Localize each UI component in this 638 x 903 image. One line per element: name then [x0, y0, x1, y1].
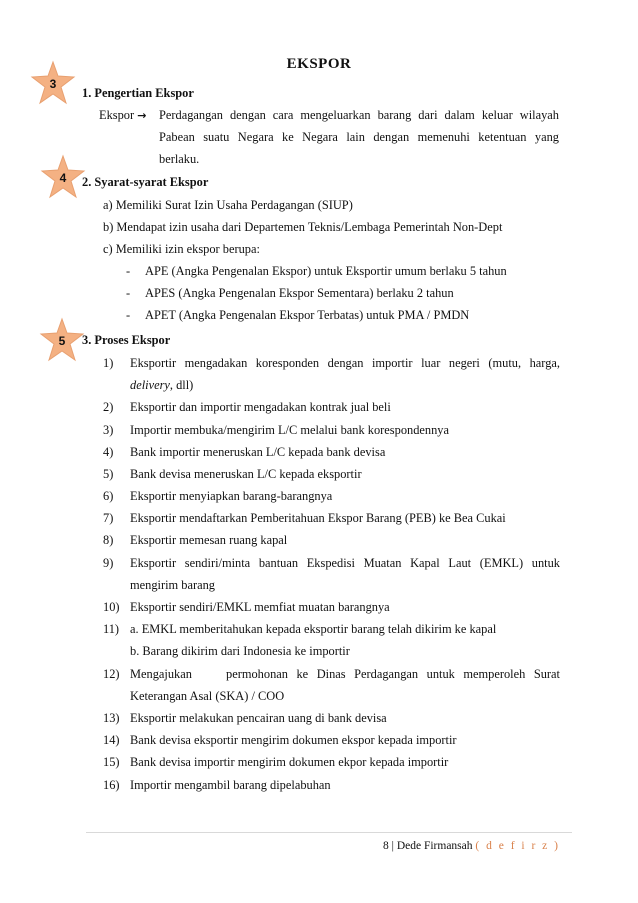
step-14: Bank devisa eksportir mengirim dokumen ekspor kepada importir — [130, 733, 457, 747]
footer-author: Dede Firmansah — [396, 840, 473, 852]
section-3-heading: 3. Proses Ekspor — [82, 333, 171, 347]
step-1-italic-term: delivery — [130, 378, 170, 392]
step-number: 15) — [103, 755, 120, 769]
badge-4-label: 4 — [59, 171, 67, 185]
sub-item-dash: - — [126, 286, 131, 300]
step-7: Eksportir mendaftarkan Pemberitahuan Ekspor Barang (PEB) ke Bea Cukai — [130, 511, 506, 525]
step-11-b: b. Barang dikirim dari Indonesia ke importir — [130, 644, 350, 658]
step-9-line-1: Eksportir sendiri/minta bantuan Ekspedisi Muatan Kapal Laut (EMKL) untuk — [130, 556, 560, 570]
ekspor-term — [99, 108, 146, 123]
section-1-heading: 1. Pengertian Ekspor — [82, 86, 194, 100]
step-16: Importir mengambil barang dipelabuhan — [130, 778, 331, 792]
step-number: 14) — [103, 733, 120, 747]
badge-5-star-icon — [39, 317, 85, 363]
page-footer — [383, 840, 560, 852]
step-number: 10) — [103, 600, 120, 614]
step-1-line-1: Eksportir mengadakan koresponden dengan importir luar negeri (mutu, harga, — [130, 356, 560, 370]
step-number: 7) — [103, 511, 114, 525]
step-6: Eksportir menyiapkan barang-barangnya — [130, 489, 333, 503]
step-number: 5) — [103, 467, 114, 481]
step-12-line-2: Keterangan Asal (SKA) / COO — [130, 689, 285, 703]
page-number: 8 — [383, 840, 389, 852]
step-number: 8) — [103, 533, 114, 547]
step-11-a: a. EMKL memberitahukan kepada eksportir barang telah dikirim ke kapal — [130, 622, 497, 636]
footer-divider — [86, 832, 572, 833]
requirement-c: c) Memiliki izin ekspor berupa: — [103, 242, 260, 256]
badge-3-star-icon — [30, 60, 76, 106]
step-15: Bank devisa importir mengirim dokumen ekpor kepada importir — [130, 755, 449, 769]
step-12-line-1: Mengajukan permohonan ke Dinas Perdagangan untuk memperoleh Surat — [130, 667, 560, 681]
step-10: Eksportir sendiri/EMKL memfiat muatan barangnya — [130, 600, 390, 614]
step-4: Bank importir meneruskan L/C kepada bank devisa — [130, 445, 386, 459]
step-number: 16) — [103, 778, 120, 792]
footer-separator: | — [391, 840, 394, 852]
section-2-heading: 2. Syarat-syarat Ekspor — [82, 175, 209, 189]
badge-5-label: 5 — [58, 334, 66, 348]
definition-line-1: Perdagangan dengan cara mengeluarkan barang dari dalam keluar wilayah — [159, 108, 559, 122]
step-number: 2) — [103, 400, 114, 414]
requirement-a: a) Memiliki Surat Izin Usaha Perdagangan (SIUP) — [103, 198, 353, 212]
step-number: 3) — [103, 423, 114, 437]
step-1-line-2-rest: , dll) — [169, 378, 194, 392]
badge-4-star-icon — [40, 154, 86, 200]
step-13: Eksportir melakukan pencairan uang di bank devisa — [130, 711, 387, 725]
badge-3-label: 3 — [49, 77, 57, 91]
sub-item-apet: APET (Angka Pengenalan Ekspor Terbatas) untuk PMA / PMDN — [145, 308, 470, 322]
ekspor-term-label: Ekspor — [99, 108, 135, 122]
step-8: Eksportir memesan ruang kapal — [130, 533, 288, 547]
step-number: 6) — [103, 489, 114, 503]
step-3: Importir membuka/mengirim L/C melalui bank korespondennya — [130, 423, 449, 437]
step-number: 11) — [103, 622, 120, 636]
sub-item-apes: APES (Angka Pengenalan Ekspor Sementara) berlaku 2 tahun — [145, 286, 454, 300]
step-number: 9) — [103, 556, 114, 570]
page-title: EKSPOR — [286, 56, 352, 72]
step-number: 13) — [103, 711, 120, 725]
sub-item-ape: APE (Angka Pengenalan Ekspor) untuk Eksportir umum berlaku 5 tahun — [145, 264, 507, 278]
step-2: Eksportir dan importir mengadakan kontrak jual beli — [130, 400, 391, 414]
definition-line-2: Pabean suatu Negara ke Negara lain dengan memenuhi ketentuan yang — [159, 130, 559, 144]
step-number: 4) — [103, 445, 114, 459]
step-1-line-2 — [130, 378, 193, 392]
step-9-line-2: mengirim barang — [130, 578, 215, 592]
step-number: 12) — [103, 667, 120, 681]
sub-item-dash: - — [126, 308, 131, 322]
sub-item-dash: - — [126, 264, 131, 278]
step-number: 1) — [103, 356, 114, 370]
footer-brand: ( d e f i r z ) — [475, 840, 560, 852]
definition-line-3: berlaku. — [159, 152, 200, 166]
arrow-right-icon: → — [137, 109, 147, 122]
requirement-b: b) Mendapat izin usaha dari Departemen Teknis/Lembaga Pemerintah Non-Dept — [103, 220, 503, 234]
step-5: Bank devisa meneruskan L/C kepada eksportir — [130, 467, 362, 481]
